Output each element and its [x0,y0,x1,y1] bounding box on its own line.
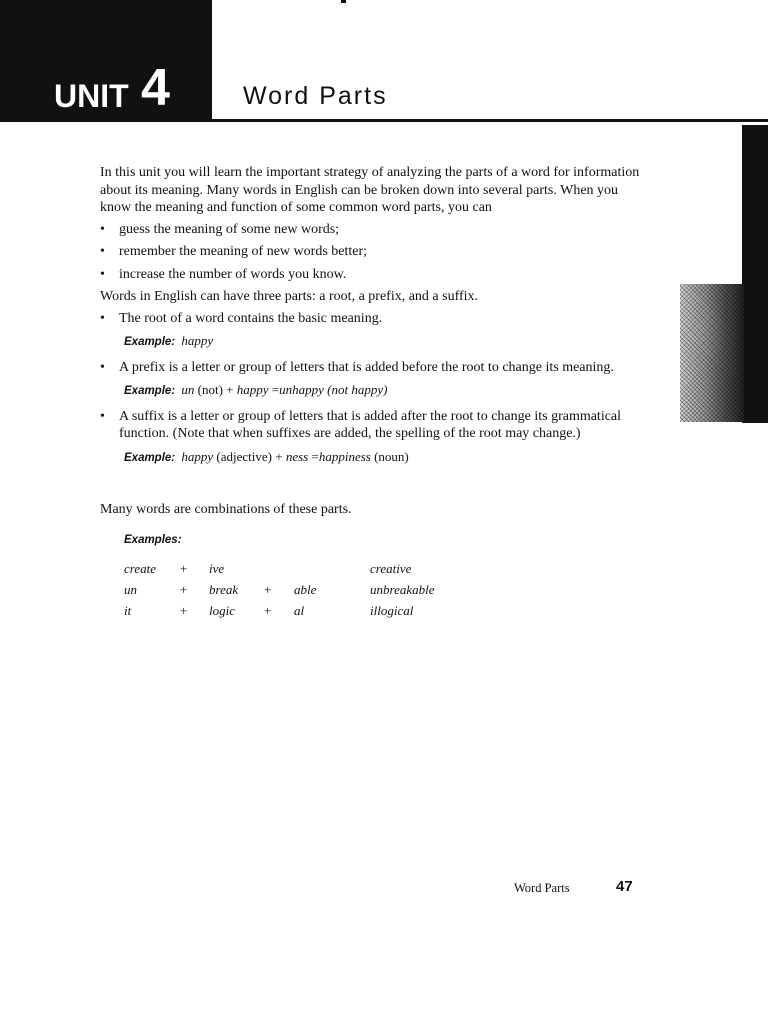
main-content [100,164,645,623]
table-row: un + break + able unbreakable [124,582,435,597]
page-number: 47 [616,878,633,895]
bullet: • [100,244,105,259]
example-label: Example: [124,336,176,348]
example-label: Example: [124,385,176,397]
suffix-example: Example: happy (adjective) + ness =happiness (noun) [124,448,409,464]
parts-list [100,310,645,468]
top-edge-mark [341,0,346,3]
bullet: • [100,408,105,424]
suffix-item [100,408,645,468]
edge-scan-texture [680,284,744,422]
list-item: • increase the number of words you know. [100,266,347,282]
unit-number: 4 [141,59,170,117]
root-definition: The root of a word contains the basic meaning. [119,310,383,326]
root-item [100,310,645,352]
bullet: • [100,359,105,375]
unit-banner [0,0,212,122]
benefits-list [100,221,645,284]
bullet: • [100,266,105,282]
parts-intro: Words in English can have three parts: a root, a prefix, and a suffix. [100,289,479,304]
footer-running-title: Word Parts [514,881,570,895]
prefix-item [100,359,645,401]
combinations-table [124,560,490,623]
list-item: • guess the meaning of some new words; [100,221,340,237]
bullet: • [100,221,105,237]
root-example [124,332,645,352]
example-word: happy [181,333,214,348]
combinations-intro: Many words are combinations of these parts. [100,502,352,517]
chapter-title: Word Parts [243,82,388,110]
unit-label: UNIT [54,78,129,114]
bullet: • [100,310,105,326]
example-label: Example: [124,451,176,464]
examples-heading: Examples: [124,533,182,546]
intro-paragraph: In this unit you will learn the important strategy of analyzing the parts of a word for information about its meaning. Many words in English can be broken down into several parts. When you know the meaning and function of some common word parts, you can [100,165,640,215]
header-rule [212,119,768,122]
prefix-definition: A prefix is a letter or group of letters that is added before the root to change its meaning. [119,359,614,375]
edge-thumb-tab [742,125,768,423]
suffix-definition: A suffix is a letter or group of letters that is added after the root to change its grammatical function. (Note that when suffixes are added, the spelling of the root may change.) [119,408,622,441]
table-row: create + ive creative [124,561,412,576]
prefix-example: Example: un (not) + happy =unhappy (not happy) [124,382,388,397]
table-row: it + logic + al illogical [124,603,414,618]
list-item: • remember the meaning of new words better; [100,244,368,259]
